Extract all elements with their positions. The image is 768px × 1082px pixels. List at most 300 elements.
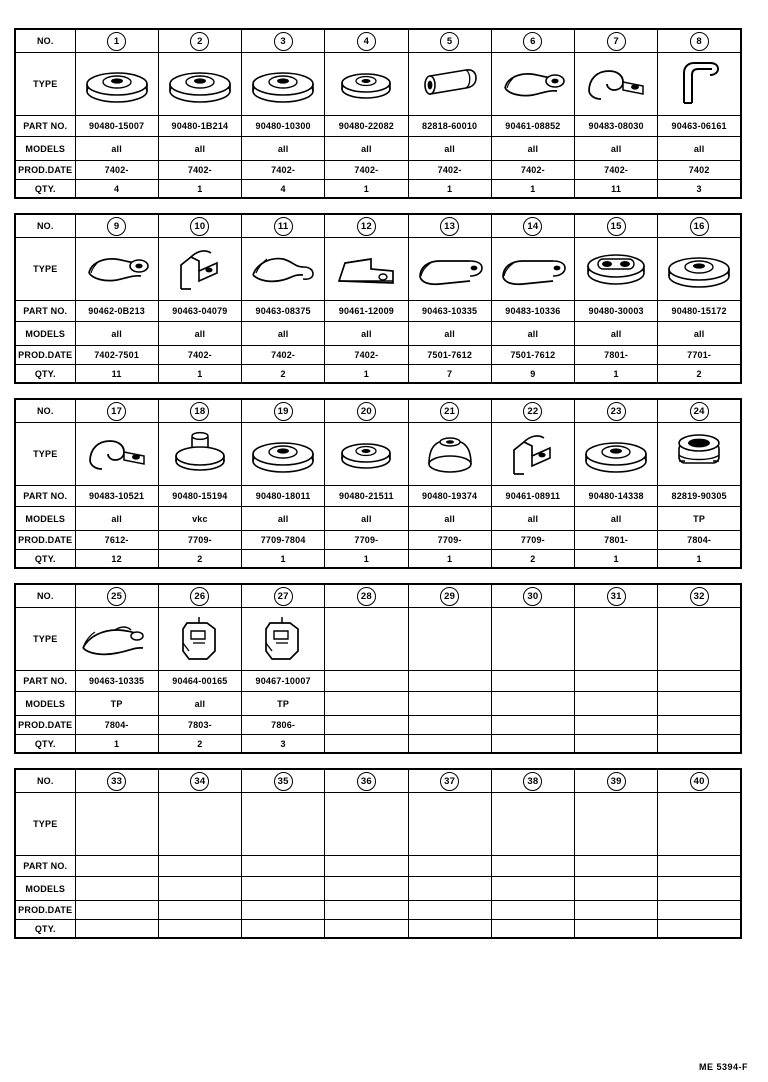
prod-date-cell — [242, 901, 325, 920]
part-illustration-cell — [158, 238, 241, 301]
tube-clip-icon — [409, 54, 491, 114]
item-number-cell[interactable] — [658, 399, 741, 423]
prod-date-cell — [491, 901, 574, 920]
qty-cell — [658, 920, 741, 939]
row-label-models: MODELS — [15, 507, 75, 531]
prod-date-cell: 7803- — [158, 716, 241, 735]
prod-date-cell: 7402- — [158, 161, 241, 180]
prod-date-cell: 7801- — [575, 531, 658, 550]
parts-block — [14, 28, 742, 199]
qty-cell: 12 — [75, 550, 158, 569]
models-cell: TP — [75, 692, 158, 716]
item-number-badge: 19 — [274, 402, 293, 421]
item-number-cell[interactable] — [658, 29, 741, 53]
models-cell — [408, 692, 491, 716]
item-number-badge: 7 — [607, 32, 626, 51]
part-number-cell — [325, 856, 408, 877]
grommet-flat-icon — [76, 54, 158, 114]
item-number-cell[interactable] — [491, 399, 574, 423]
item-number-cell[interactable] — [75, 584, 158, 608]
qty-cell: 2 — [658, 365, 741, 384]
qty-cell: 4 — [75, 180, 158, 199]
empty-illustration — [492, 794, 574, 854]
part-number-cell: 90463-10335 — [408, 301, 491, 322]
item-number-badge: 3 — [274, 32, 293, 51]
part-number-cell: 90483-10336 — [491, 301, 574, 322]
item-number-cell[interactable] — [658, 214, 741, 238]
item-number-badge: 30 — [523, 587, 542, 606]
qty-cell: 3 — [658, 180, 741, 199]
part-illustration-cell — [158, 793, 241, 856]
models-cell: all — [325, 137, 408, 161]
prod-date-cell — [658, 901, 741, 920]
item-number-cell[interactable] — [575, 584, 658, 608]
row-label-no: NO. — [15, 584, 75, 608]
part-illustration-cell — [75, 238, 158, 301]
item-number-cell[interactable] — [75, 29, 158, 53]
qty-cell: 1 — [325, 365, 408, 384]
item-number-badge: 28 — [357, 587, 376, 606]
empty-illustration — [159, 794, 241, 854]
models-cell: TP — [242, 692, 325, 716]
qty-cell: 1 — [575, 550, 658, 569]
item-number-badge: 8 — [690, 32, 709, 51]
pin-grommet-icon — [159, 424, 241, 484]
part-illustration-cell — [75, 423, 158, 486]
prod-date-cell — [75, 901, 158, 920]
models-cell: all — [242, 137, 325, 161]
qty-cell: 3 — [242, 735, 325, 754]
qty-cell: 1 — [408, 550, 491, 569]
part-number-cell: 90483-10521 — [75, 486, 158, 507]
prod-date-cell: 7402- — [242, 161, 325, 180]
qty-cell: 2 — [242, 365, 325, 384]
prod-date-cell — [491, 716, 574, 735]
parts-block — [14, 398, 742, 569]
row-label-type: TYPE — [15, 53, 75, 116]
part-number-cell: 90467-10007 — [242, 671, 325, 692]
item-number-cell[interactable] — [242, 399, 325, 423]
row-label-no: NO. — [15, 769, 75, 793]
prod-date-cell: 7402- — [325, 161, 408, 180]
part-number-cell — [491, 671, 574, 692]
double-clamp-icon — [492, 239, 574, 299]
part-number-cell: 90480-1B214 — [158, 116, 241, 137]
part-illustration-cell — [325, 423, 408, 486]
item-number-cell[interactable] — [325, 399, 408, 423]
item-number-cell[interactable] — [75, 214, 158, 238]
row-label-type: TYPE — [15, 793, 75, 856]
empty-illustration — [575, 609, 657, 669]
part-illustration-cell — [158, 423, 241, 486]
row-label-no: NO. — [15, 399, 75, 423]
row-label-models: MODELS — [15, 322, 75, 346]
qty-cell: 11 — [575, 180, 658, 199]
qty-cell: 4 — [242, 180, 325, 199]
item-number-cell[interactable] — [242, 29, 325, 53]
part-illustration-cell — [75, 608, 158, 671]
item-number-cell[interactable] — [658, 584, 741, 608]
item-number-cell[interactable] — [325, 214, 408, 238]
row-label-prod-date: PROD.DATE — [15, 901, 75, 920]
prod-date-cell — [408, 901, 491, 920]
part-illustration-cell — [575, 608, 658, 671]
row-label-qty: QTY. — [15, 180, 75, 199]
grommet-flat-icon — [658, 239, 740, 299]
models-cell: all — [491, 507, 574, 531]
models-cell — [75, 877, 158, 901]
models-cell — [491, 877, 574, 901]
item-number-cell[interactable] — [491, 29, 574, 53]
models-cell: all — [75, 507, 158, 531]
prod-date-cell: 7709-7804 — [242, 531, 325, 550]
part-number-cell: 90483-08030 — [575, 116, 658, 137]
qty-cell: 2 — [491, 550, 574, 569]
qty-cell: 1 — [325, 180, 408, 199]
item-number-cell[interactable] — [575, 29, 658, 53]
part-illustration-cell — [658, 793, 741, 856]
prod-date-cell: 7806- — [242, 716, 325, 735]
qty-cell: 9 — [491, 365, 574, 384]
item-number-badge: 23 — [607, 402, 626, 421]
qty-cell: 1 — [242, 550, 325, 569]
part-illustration-cell — [491, 53, 574, 116]
prod-date-cell — [575, 716, 658, 735]
models-cell: all — [408, 507, 491, 531]
item-number-cell[interactable] — [408, 214, 491, 238]
prod-date-cell — [408, 716, 491, 735]
prod-date-cell: 7709- — [408, 531, 491, 550]
item-number-cell[interactable] — [575, 769, 658, 793]
item-number-cell[interactable] — [158, 399, 241, 423]
part-number-cell: 90480-21511 — [325, 486, 408, 507]
qty-cell: 1 — [575, 365, 658, 384]
row-label-part-no: PART NO. — [15, 301, 75, 322]
qty-cell: 1 — [491, 180, 574, 199]
item-number-badge: 20 — [357, 402, 376, 421]
row-label-part-no: PART NO. — [15, 856, 75, 877]
qty-cell: 1 — [75, 735, 158, 754]
grommet-flat-icon — [159, 54, 241, 114]
part-number-cell — [491, 856, 574, 877]
part-illustration-cell — [158, 608, 241, 671]
grommet-oval-icon — [575, 239, 657, 299]
part-number-cell: 90464-00165 — [158, 671, 241, 692]
models-cell: all — [75, 137, 158, 161]
item-number-cell[interactable] — [408, 769, 491, 793]
part-illustration-cell — [491, 423, 574, 486]
item-number-cell[interactable] — [491, 214, 574, 238]
empty-illustration — [492, 609, 574, 669]
item-number-cell[interactable] — [242, 769, 325, 793]
qty-cell — [325, 735, 408, 754]
part-number-cell: 90480-10300 — [242, 116, 325, 137]
item-number-badge: 36 — [357, 772, 376, 791]
empty-illustration — [575, 794, 657, 854]
row-label-models: MODELS — [15, 137, 75, 161]
qty-cell — [408, 735, 491, 754]
empty-illustration — [409, 794, 491, 854]
item-number-badge: 22 — [523, 402, 542, 421]
part-illustration-cell — [242, 608, 325, 671]
strap-clamp-icon — [492, 54, 574, 114]
item-number-badge: 34 — [190, 772, 209, 791]
part-illustration-cell — [491, 238, 574, 301]
part-number-cell: 90463-06161 — [658, 116, 741, 137]
row-label-type: TYPE — [15, 608, 75, 671]
item-number-badge: 24 — [690, 402, 709, 421]
block-clamp-icon — [242, 609, 324, 669]
parts-catalog-page — [14, 28, 754, 953]
prod-date-cell: 7402- — [75, 161, 158, 180]
item-number-cell[interactable] — [408, 399, 491, 423]
item-number-badge: 39 — [607, 772, 626, 791]
item-number-badge: 32 — [690, 587, 709, 606]
part-illustration-cell — [408, 423, 491, 486]
part-number-cell: 90480-14338 — [575, 486, 658, 507]
part-illustration-cell — [242, 53, 325, 116]
models-cell: all — [491, 322, 574, 346]
part-number-cell: 82818-60010 — [408, 116, 491, 137]
item-number-cell[interactable] — [158, 214, 241, 238]
part-number-cell — [658, 856, 741, 877]
item-number-cell[interactable] — [242, 584, 325, 608]
row-label-models: MODELS — [15, 877, 75, 901]
models-cell: all — [242, 322, 325, 346]
item-number-cell[interactable] — [575, 399, 658, 423]
models-cell — [325, 877, 408, 901]
prod-date-cell: 7402- — [325, 346, 408, 365]
row-label-qty: QTY. — [15, 735, 75, 754]
item-number-badge: 11 — [274, 217, 293, 236]
models-cell — [575, 877, 658, 901]
qty-cell — [575, 735, 658, 754]
models-cell: all — [658, 322, 741, 346]
models-cell: vkc — [158, 507, 241, 531]
part-illustration-cell — [325, 793, 408, 856]
prod-date-cell: 7612- — [75, 531, 158, 550]
models-cell: all — [491, 137, 574, 161]
prod-date-cell: 7709- — [491, 531, 574, 550]
row-label-prod-date: PROD.DATE — [15, 161, 75, 180]
item-number-badge: 29 — [440, 587, 459, 606]
row-label-type: TYPE — [15, 423, 75, 486]
item-number-badge: 12 — [357, 217, 376, 236]
item-number-badge: 21 — [440, 402, 459, 421]
prod-date-cell: 7501-7612 — [408, 346, 491, 365]
hook-clamp-icon — [575, 54, 657, 114]
part-illustration-cell — [658, 608, 741, 671]
part-illustration-cell — [658, 423, 741, 486]
part-illustration-cell — [575, 53, 658, 116]
item-number-cell[interactable] — [325, 29, 408, 53]
prod-date-cell: 7709- — [158, 531, 241, 550]
models-cell: all — [575, 322, 658, 346]
qty-cell: 1 — [158, 180, 241, 199]
part-number-cell: 90480-15172 — [658, 301, 741, 322]
item-number-cell[interactable] — [575, 214, 658, 238]
wire-clip-icon — [242, 239, 324, 299]
models-cell — [658, 692, 741, 716]
parts-block — [14, 213, 742, 384]
item-number-cell[interactable] — [75, 399, 158, 423]
models-cell: all — [325, 322, 408, 346]
angle-clip-icon — [159, 239, 241, 299]
bracket-clip-icon — [658, 54, 740, 114]
part-illustration-cell — [75, 793, 158, 856]
empty-illustration — [325, 794, 407, 854]
models-cell: all — [158, 692, 241, 716]
item-number-cell[interactable] — [158, 769, 241, 793]
part-number-cell — [575, 856, 658, 877]
grommet-flat-icon — [242, 54, 324, 114]
part-number-cell: 82819-90305 — [658, 486, 741, 507]
item-number-badge: 37 — [440, 772, 459, 791]
item-number-badge: 25 — [107, 587, 126, 606]
models-cell — [491, 692, 574, 716]
models-cell: all — [408, 137, 491, 161]
part-number-cell — [75, 856, 158, 877]
row-label-no: NO. — [15, 214, 75, 238]
prod-date-cell: 7804- — [75, 716, 158, 735]
item-number-cell[interactable] — [158, 584, 241, 608]
item-number-badge: 17 — [107, 402, 126, 421]
qty-cell — [158, 920, 241, 939]
grommet-flat-icon — [242, 424, 324, 484]
row-label-no: NO. — [15, 29, 75, 53]
empty-illustration — [658, 609, 740, 669]
item-number-badge: 1 — [107, 32, 126, 51]
double-clamp-icon — [409, 239, 491, 299]
item-number-cell[interactable] — [658, 769, 741, 793]
hook-clamp-icon — [76, 424, 158, 484]
row-label-models: MODELS — [15, 692, 75, 716]
item-number-badge: 16 — [690, 217, 709, 236]
grommet-small-icon — [325, 54, 407, 114]
part-number-cell: 90463-10335 — [75, 671, 158, 692]
qty-cell — [575, 920, 658, 939]
block-clamp-icon — [159, 609, 241, 669]
item-number-cell[interactable] — [75, 769, 158, 793]
row-label-part-no: PART NO. — [15, 486, 75, 507]
models-cell — [408, 877, 491, 901]
qty-cell: 2 — [158, 735, 241, 754]
models-cell — [325, 692, 408, 716]
part-number-cell — [658, 671, 741, 692]
cap-grommet-icon — [658, 424, 740, 484]
angle-clip-icon — [492, 424, 574, 484]
part-illustration-cell — [408, 793, 491, 856]
grommet-small-icon — [325, 424, 407, 484]
part-illustration-cell — [491, 793, 574, 856]
prod-date-cell: 7402- — [575, 161, 658, 180]
part-illustration-cell — [575, 423, 658, 486]
part-number-cell — [575, 671, 658, 692]
item-number-badge: 5 — [440, 32, 459, 51]
grommet-dome-icon — [409, 424, 491, 484]
part-illustration-cell — [658, 238, 741, 301]
empty-illustration — [409, 609, 491, 669]
models-cell — [658, 877, 741, 901]
empty-illustration — [76, 794, 158, 854]
qty-cell — [658, 735, 741, 754]
item-number-cell[interactable] — [408, 584, 491, 608]
qty-cell: 2 — [158, 550, 241, 569]
empty-illustration — [325, 609, 407, 669]
qty-cell — [491, 735, 574, 754]
grommet-flat-icon — [575, 424, 657, 484]
models-cell: TP — [658, 507, 741, 531]
part-number-cell — [242, 856, 325, 877]
part-number-cell: 90463-04079 — [158, 301, 241, 322]
prod-date-cell: 7402- — [491, 161, 574, 180]
prod-date-cell: 7402-7501 — [75, 346, 158, 365]
part-number-cell: 90480-22082 — [325, 116, 408, 137]
row-label-qty: QTY. — [15, 365, 75, 384]
qty-cell: 11 — [75, 365, 158, 384]
part-illustration-cell — [75, 53, 158, 116]
item-number-badge: 13 — [440, 217, 459, 236]
row-label-qty: QTY. — [15, 550, 75, 569]
document-footer-code: ME 5394-F — [698, 1062, 748, 1072]
part-number-cell: 90480-15007 — [75, 116, 158, 137]
empty-illustration — [242, 794, 324, 854]
item-number-cell[interactable] — [325, 584, 408, 608]
prod-date-cell — [158, 901, 241, 920]
item-number-cell[interactable] — [491, 584, 574, 608]
row-label-part-no: PART NO. — [15, 671, 75, 692]
qty-cell: 1 — [408, 180, 491, 199]
part-number-cell: 90461-08911 — [491, 486, 574, 507]
qty-cell: 1 — [158, 365, 241, 384]
part-illustration-cell — [158, 53, 241, 116]
item-number-cell[interactable] — [408, 29, 491, 53]
item-number-badge: 27 — [274, 587, 293, 606]
qty-cell — [491, 920, 574, 939]
part-number-cell: 90480-30003 — [575, 301, 658, 322]
item-number-cell[interactable] — [158, 29, 241, 53]
parts-block — [14, 768, 742, 939]
prod-date-cell: 7501-7612 — [491, 346, 574, 365]
part-illustration-cell — [408, 53, 491, 116]
item-number-badge: 14 — [523, 217, 542, 236]
part-number-cell — [408, 671, 491, 692]
models-cell — [575, 692, 658, 716]
row-label-prod-date: PROD.DATE — [15, 716, 75, 735]
models-cell: all — [575, 137, 658, 161]
row-label-prod-date: PROD.DATE — [15, 531, 75, 550]
strap-clamp-icon — [76, 239, 158, 299]
row-label-type: TYPE — [15, 238, 75, 301]
qty-cell — [75, 920, 158, 939]
prod-date-cell — [575, 901, 658, 920]
item-number-badge: 15 — [607, 217, 626, 236]
part-illustration-cell — [242, 238, 325, 301]
models-cell — [158, 877, 241, 901]
part-number-cell — [158, 856, 241, 877]
item-number-badge: 40 — [690, 772, 709, 791]
item-number-cell[interactable] — [325, 769, 408, 793]
item-number-cell[interactable] — [242, 214, 325, 238]
item-number-badge: 6 — [523, 32, 542, 51]
prod-date-cell: 7801- — [575, 346, 658, 365]
models-cell: all — [325, 507, 408, 531]
part-number-cell — [408, 856, 491, 877]
row-label-qty: QTY. — [15, 920, 75, 939]
item-number-cell[interactable] — [491, 769, 574, 793]
part-number-cell: 90463-08375 — [242, 301, 325, 322]
qty-cell: 1 — [658, 550, 741, 569]
